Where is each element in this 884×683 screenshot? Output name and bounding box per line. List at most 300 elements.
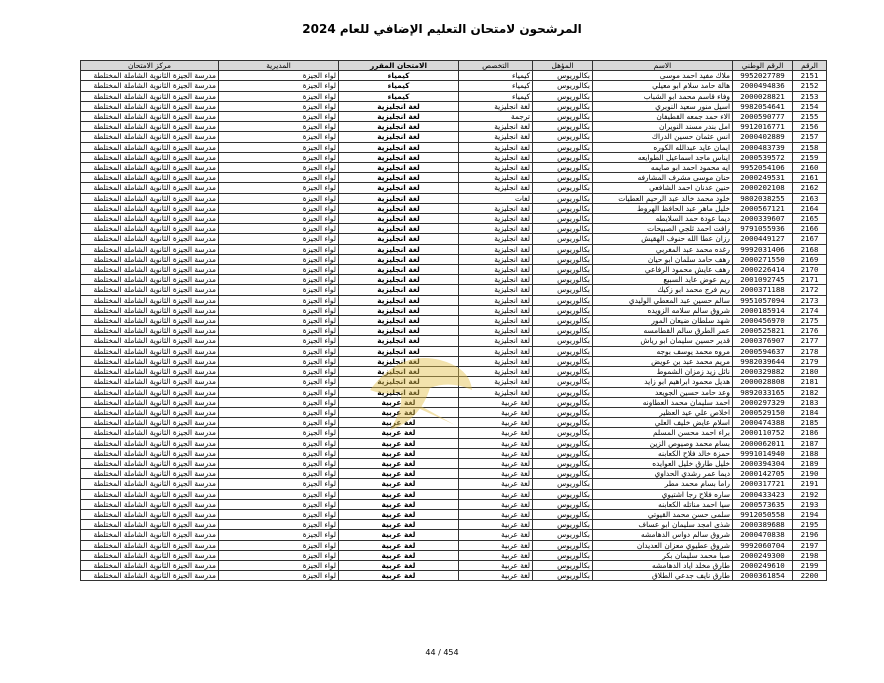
row-national-id: 9982054641 bbox=[733, 101, 793, 111]
row-national-id: 2000567121 bbox=[733, 203, 793, 213]
row-num: 2191 bbox=[793, 479, 827, 489]
row-national-id: 2000297329 bbox=[733, 397, 793, 407]
row-qualification: بكالوريوس bbox=[533, 244, 593, 254]
row-qualification: بكالوريوس bbox=[533, 336, 593, 346]
row-qualification: بكالوريوس bbox=[533, 122, 593, 132]
row-name: نائل زيد زمزان الشموط bbox=[593, 367, 733, 377]
table-row bbox=[81, 101, 827, 111]
table-row bbox=[81, 520, 827, 530]
table-row bbox=[81, 71, 827, 81]
row-center: مدرسة الجيزة الثانوية الشاملة المختلطة bbox=[81, 265, 219, 275]
row-national-id: 2000249531 bbox=[733, 173, 793, 183]
row-center: مدرسة الجيزة الثانوية الشاملة المختلطة bbox=[81, 254, 219, 264]
row-specialization: لغة عربية bbox=[459, 428, 533, 438]
row-directorate: لواء الجيزة bbox=[219, 152, 339, 162]
row-directorate: لواء الجيزة bbox=[219, 224, 339, 234]
row-num: 2155 bbox=[793, 112, 827, 122]
row-exam: لغة انجليزية bbox=[339, 173, 459, 183]
row-num: 2195 bbox=[793, 520, 827, 530]
row-national-id: 9912050558 bbox=[733, 509, 793, 519]
row-center: مدرسة الجيزة الثانوية الشاملة المختلطة bbox=[81, 397, 219, 407]
row-specialization: لغة انجليزية bbox=[459, 305, 533, 315]
row-exam: لغة انجليزية bbox=[339, 346, 459, 356]
row-specialization: لغة انجليزية bbox=[459, 316, 533, 326]
row-center: مدرسة الجيزة الثانوية الشاملة المختلطة bbox=[81, 530, 219, 540]
row-qualification: بكالوريوس bbox=[533, 71, 593, 81]
table-row bbox=[81, 295, 827, 305]
row-directorate: لواء الجيزة bbox=[219, 101, 339, 111]
table-row bbox=[81, 142, 827, 152]
row-num: 2175 bbox=[793, 316, 827, 326]
row-national-id: 2000483739 bbox=[733, 142, 793, 152]
row-directorate: لواء الجيزة bbox=[219, 438, 339, 448]
table-row bbox=[81, 560, 827, 570]
row-name: شروق سالم دواس الدهامشه bbox=[593, 530, 733, 540]
table-row bbox=[81, 367, 827, 377]
table-row bbox=[81, 550, 827, 560]
row-national-id: 2000249300 bbox=[733, 550, 793, 560]
row-directorate: لواء الجيزة bbox=[219, 571, 339, 581]
row-exam: لغة عربية bbox=[339, 550, 459, 560]
row-directorate: لواء الجيزة bbox=[219, 520, 339, 530]
row-exam: لغة انجليزية bbox=[339, 214, 459, 224]
table-row bbox=[81, 458, 827, 468]
row-national-id: 2000185914 bbox=[733, 305, 793, 315]
header-national-id: الرقم الوطني bbox=[733, 61, 793, 71]
row-exam: لغة انجليزية bbox=[339, 295, 459, 305]
row-directorate: لواء الجيزة bbox=[219, 489, 339, 499]
row-qualification: بكالوريوس bbox=[533, 397, 593, 407]
row-center: مدرسة الجيزة الثانوية الشاملة المختلطة bbox=[81, 407, 219, 417]
row-num: 2171 bbox=[793, 275, 827, 285]
row-num: 2194 bbox=[793, 509, 827, 519]
table-row bbox=[81, 377, 827, 387]
row-num: 2151 bbox=[793, 71, 827, 81]
row-exam: لغة انجليزية bbox=[339, 336, 459, 346]
row-directorate: لواء الجيزة bbox=[219, 530, 339, 540]
row-exam: كيمياء bbox=[339, 81, 459, 91]
row-national-id: 2000329882 bbox=[733, 367, 793, 377]
row-directorate: لواء الجيزة bbox=[219, 295, 339, 305]
row-name: صبا محمد سليمان بكر bbox=[593, 550, 733, 560]
row-qualification: بكالوريوس bbox=[533, 367, 593, 377]
table-row bbox=[81, 540, 827, 550]
row-center: مدرسة الجيزة الثانوية الشاملة المختلطة bbox=[81, 326, 219, 336]
row-directorate: لواء الجيزة bbox=[219, 173, 339, 183]
row-specialization: لغة انجليزية bbox=[459, 183, 533, 193]
header-name: الاسم bbox=[593, 61, 733, 71]
row-national-id: 9992060704 bbox=[733, 540, 793, 550]
table-row bbox=[81, 244, 827, 254]
row-num: 2152 bbox=[793, 81, 827, 91]
row-num: 2188 bbox=[793, 448, 827, 458]
row-exam: لغة عربية bbox=[339, 560, 459, 570]
row-national-id: 2000470838 bbox=[733, 530, 793, 540]
row-national-id: 2000402889 bbox=[733, 132, 793, 142]
row-specialization: لغة عربية bbox=[459, 540, 533, 550]
row-name: ايناس ماجد اسماعيل الطوايعه bbox=[593, 152, 733, 162]
row-specialization: لغة انجليزية bbox=[459, 356, 533, 366]
row-qualification: بكالوريوس bbox=[533, 356, 593, 366]
row-num: 2170 bbox=[793, 265, 827, 275]
row-directorate: لواء الجيزة bbox=[219, 265, 339, 275]
table-row bbox=[81, 112, 827, 122]
row-exam: لغة عربية bbox=[339, 458, 459, 468]
row-name: اسيل منور سعيد النوبري bbox=[593, 101, 733, 111]
row-center: مدرسة الجيزة الثانوية الشاملة المختلطة bbox=[81, 295, 219, 305]
row-qualification: بكالوريوس bbox=[533, 346, 593, 356]
row-specialization: لغة انجليزية bbox=[459, 295, 533, 305]
row-national-id: 9982039644 bbox=[733, 356, 793, 366]
row-num: 2167 bbox=[793, 234, 827, 244]
row-national-id: 2000028808 bbox=[733, 377, 793, 387]
row-national-id: 2000590777 bbox=[733, 112, 793, 122]
table-body bbox=[81, 71, 827, 581]
row-name: وفاء قاسم محمد ابو الشباب bbox=[593, 91, 733, 101]
row-center: مدرسة الجيزة الثانوية الشاملة المختلطة bbox=[81, 499, 219, 509]
row-center: مدرسة الجيزة الثانوية الشاملة المختلطة bbox=[81, 560, 219, 570]
row-national-id: 2000474388 bbox=[733, 418, 793, 428]
table-row bbox=[81, 285, 827, 295]
row-specialization: لغة عربية bbox=[459, 469, 533, 479]
row-qualification: بكالوريوس bbox=[533, 234, 593, 244]
row-center: مدرسة الجيزة الثانوية الشاملة المختلطة bbox=[81, 71, 219, 81]
row-exam: لغة انجليزية bbox=[339, 183, 459, 193]
row-specialization: لغة انجليزية bbox=[459, 336, 533, 346]
row-directorate: لواء الجيزة bbox=[219, 448, 339, 458]
row-national-id: 2000317721 bbox=[733, 479, 793, 489]
row-center: مدرسة الجيزة الثانوية الشاملة المختلطة bbox=[81, 438, 219, 448]
row-national-id: 9992031406 bbox=[733, 244, 793, 254]
table-row bbox=[81, 336, 827, 346]
row-center: مدرسة الجيزة الثانوية الشاملة المختلطة bbox=[81, 489, 219, 499]
row-specialization: لغة عربية bbox=[459, 479, 533, 489]
row-name: عمر الطرق سالم القطامسه bbox=[593, 326, 733, 336]
row-qualification: بكالوريوس bbox=[533, 469, 593, 479]
row-name: الاء حمد جمعه القطيفان bbox=[593, 112, 733, 122]
row-qualification: بكالوريوس bbox=[533, 132, 593, 142]
row-national-id: 9802038255 bbox=[733, 193, 793, 203]
row-name: حنان موسى مشرف المشارفه bbox=[593, 173, 733, 183]
row-num: 2162 bbox=[793, 183, 827, 193]
table-row bbox=[81, 122, 827, 132]
header-qualification: المؤهل bbox=[533, 61, 593, 71]
row-name: سالم حسين عبد المعطي الوليدي bbox=[593, 295, 733, 305]
row-qualification: بكالوريوس bbox=[533, 540, 593, 550]
table-row bbox=[81, 183, 827, 193]
row-national-id: 2000142705 bbox=[733, 469, 793, 479]
row-name: ساره فلاح رجا اشتيوي bbox=[593, 489, 733, 499]
row-national-id: 2000028821 bbox=[733, 91, 793, 101]
row-national-id: 2000062011 bbox=[733, 438, 793, 448]
row-directorate: لواء الجيزة bbox=[219, 356, 339, 366]
row-national-id: 2000573635 bbox=[733, 499, 793, 509]
table-row bbox=[81, 203, 827, 213]
row-national-id: 2000110752 bbox=[733, 428, 793, 438]
row-name: رزان عطا الله حنوف الهقيش bbox=[593, 234, 733, 244]
row-specialization: لغات bbox=[459, 193, 533, 203]
row-name: هديل محمود ابراهيم ابو زايد bbox=[593, 377, 733, 387]
row-exam: لغة عربية bbox=[339, 469, 459, 479]
row-directorate: لواء الجيزة bbox=[219, 254, 339, 264]
row-exam: لغة انجليزية bbox=[339, 285, 459, 295]
row-name: رهف حامد سلمان ابو حيان bbox=[593, 254, 733, 264]
row-center: مدرسة الجيزة الثانوية الشاملة المختلطة bbox=[81, 244, 219, 254]
row-exam: لغة انجليزية bbox=[339, 326, 459, 336]
row-name: رغده محمد عبد المغربي bbox=[593, 244, 733, 254]
row-national-id: 2000433423 bbox=[733, 489, 793, 499]
row-directorate: لواء الجيزة bbox=[219, 367, 339, 377]
page-indicator: 44 / 454 bbox=[425, 648, 459, 657]
row-center: مدرسة الجيزة الثانوية الشاملة المختلطة bbox=[81, 275, 219, 285]
row-directorate: لواء الجيزة bbox=[219, 469, 339, 479]
row-national-id: 9791055936 bbox=[733, 224, 793, 234]
row-center: مدرسة الجيزة الثانوية الشاملة المختلطة bbox=[81, 418, 219, 428]
row-num: 2189 bbox=[793, 458, 827, 468]
row-directorate: لواء الجيزة bbox=[219, 479, 339, 489]
row-directorate: لواء الجيزة bbox=[219, 387, 339, 397]
row-qualification: بكالوريوس bbox=[533, 418, 593, 428]
row-specialization: لغة عربية bbox=[459, 520, 533, 530]
row-center: مدرسة الجيزة الثانوية الشاملة المختلطة bbox=[81, 377, 219, 387]
row-specialization: لغة انجليزية bbox=[459, 377, 533, 387]
row-num: 2159 bbox=[793, 152, 827, 162]
row-name: اسلام عايض خليف العلي bbox=[593, 418, 733, 428]
row-specialization: لغة عربية bbox=[459, 407, 533, 417]
row-qualification: بكالوريوس bbox=[533, 448, 593, 458]
row-directorate: لواء الجيزة bbox=[219, 132, 339, 142]
row-exam: لغة انجليزية bbox=[339, 244, 459, 254]
row-directorate: لواء الجيزة bbox=[219, 560, 339, 570]
row-center: مدرسة الجيزة الثانوية الشاملة المختلطة bbox=[81, 479, 219, 489]
row-name: رافت احمد ثلجي الصبيحات bbox=[593, 224, 733, 234]
row-center: مدرسة الجيزة الثانوية الشاملة المختلطة bbox=[81, 520, 219, 530]
row-directorate: لواء الجيزة bbox=[219, 509, 339, 519]
row-num: 2160 bbox=[793, 163, 827, 173]
row-directorate: لواء الجيزة bbox=[219, 377, 339, 387]
row-center: مدرسة الجيزة الثانوية الشاملة المختلطة bbox=[81, 428, 219, 438]
row-exam: لغة عربية bbox=[339, 499, 459, 509]
row-directorate: لواء الجيزة bbox=[219, 163, 339, 173]
row-num: 2166 bbox=[793, 224, 827, 234]
row-qualification: بكالوريوس bbox=[533, 520, 593, 530]
table-row bbox=[81, 571, 827, 581]
row-specialization: لغة عربية bbox=[459, 397, 533, 407]
row-exam: لغة عربية bbox=[339, 428, 459, 438]
row-exam: لغة انجليزية bbox=[339, 305, 459, 315]
row-national-id: 2000271550 bbox=[733, 254, 793, 264]
table-row bbox=[81, 275, 827, 285]
row-specialization: كيمياء bbox=[459, 81, 533, 91]
row-name: طارق مخلد اياد الدهامشه bbox=[593, 560, 733, 570]
row-name: اخلاص علي عيد العظير bbox=[593, 407, 733, 417]
row-national-id: 2000394304 bbox=[733, 458, 793, 468]
row-name: قدير حسين سليمان ابو رياش bbox=[593, 336, 733, 346]
row-qualification: بكالوريوس bbox=[533, 224, 593, 234]
row-specialization: لغة انجليزية bbox=[459, 275, 533, 285]
row-num: 2153 bbox=[793, 91, 827, 101]
row-qualification: بكالوريوس bbox=[533, 326, 593, 336]
row-num: 2196 bbox=[793, 530, 827, 540]
row-exam: لغة انجليزية bbox=[339, 163, 459, 173]
table-row bbox=[81, 193, 827, 203]
row-directorate: لواء الجيزة bbox=[219, 183, 339, 193]
row-exam: لغة انجليزية bbox=[339, 367, 459, 377]
row-qualification: بكالوريوس bbox=[533, 265, 593, 275]
row-num: 2186 bbox=[793, 428, 827, 438]
row-exam: لغة عربية bbox=[339, 489, 459, 499]
row-num: 2154 bbox=[793, 101, 827, 111]
row-num: 2164 bbox=[793, 203, 827, 213]
row-name: مروه محمد يوسف بوجه bbox=[593, 346, 733, 356]
row-center: مدرسة الجيزة الثانوية الشاملة المختلطة bbox=[81, 550, 219, 560]
row-specialization: لغة انجليزية bbox=[459, 214, 533, 224]
row-name: شهد سلطان ضيعان المور bbox=[593, 316, 733, 326]
row-specialization: لغة انجليزية bbox=[459, 254, 533, 264]
row-name: ايه محمود احمد ابو صايمه bbox=[593, 163, 733, 173]
table-row bbox=[81, 234, 827, 244]
row-center: مدرسة الجيزة الثانوية الشاملة المختلطة bbox=[81, 234, 219, 244]
row-specialization: لغة عربية bbox=[459, 489, 533, 499]
row-national-id: 2000376907 bbox=[733, 336, 793, 346]
row-directorate: لواء الجيزة bbox=[219, 346, 339, 356]
row-name: شروق عطيوي معزان العديدان bbox=[593, 540, 733, 550]
row-name: رهف عايش محمود الرفاعي bbox=[593, 265, 733, 275]
row-exam: لغة انجليزية bbox=[339, 101, 459, 111]
page-title: المرشحون لامتحان التعليم الإضافي للعام 2024 bbox=[302, 22, 582, 36]
header-center: مركز الامتحان bbox=[81, 61, 219, 71]
row-specialization: لغة عربية bbox=[459, 509, 533, 519]
table-row bbox=[81, 152, 827, 162]
row-specialization: لغة انجليزية bbox=[459, 132, 533, 142]
row-specialization: لغة عربية bbox=[459, 438, 533, 448]
row-num: 2192 bbox=[793, 489, 827, 499]
row-specialization: لغة عربية bbox=[459, 530, 533, 540]
row-directorate: لواء الجيزة bbox=[219, 305, 339, 315]
table-row bbox=[81, 305, 827, 315]
row-national-id: 2000456970 bbox=[733, 316, 793, 326]
row-specialization: لغة انجليزية bbox=[459, 203, 533, 213]
row-specialization: لغة انجليزية bbox=[459, 346, 533, 356]
row-exam: لغة انجليزية bbox=[339, 224, 459, 234]
row-exam: لغة عربية bbox=[339, 571, 459, 581]
row-qualification: بكالوريوس bbox=[533, 305, 593, 315]
row-qualification: بكالوريوس bbox=[533, 275, 593, 285]
row-num: 2161 bbox=[793, 173, 827, 183]
row-name: ريم عوض عايد السبيع bbox=[593, 275, 733, 285]
row-num: 2183 bbox=[793, 397, 827, 407]
row-exam: لغة انجليزية bbox=[339, 152, 459, 162]
row-directorate: لواء الجيزة bbox=[219, 418, 339, 428]
row-directorate: لواء الجيزة bbox=[219, 234, 339, 244]
row-num: 2157 bbox=[793, 132, 827, 142]
row-center: مدرسة الجيزة الثانوية الشاملة المختلطة bbox=[81, 285, 219, 295]
row-center: مدرسة الجيزة الثانوية الشاملة المختلطة bbox=[81, 203, 219, 213]
row-specialization: لغة عربية bbox=[459, 499, 533, 509]
row-specialization: لغة انجليزية bbox=[459, 152, 533, 162]
row-num: 2169 bbox=[793, 254, 827, 264]
row-qualification: بكالوريوس bbox=[533, 101, 593, 111]
row-center: مدرسة الجيزة الثانوية الشاملة المختلطة bbox=[81, 356, 219, 366]
row-name: ديما عودة حمد السلايطه bbox=[593, 214, 733, 224]
row-national-id: 9912016771 bbox=[733, 122, 793, 132]
row-num: 2193 bbox=[793, 499, 827, 509]
row-num: 2187 bbox=[793, 438, 827, 448]
row-national-id: 2000529150 bbox=[733, 407, 793, 417]
table-row bbox=[81, 81, 827, 91]
row-specialization: لغة انجليزية bbox=[459, 101, 533, 111]
row-national-id: 2000226414 bbox=[733, 265, 793, 275]
row-directorate: لواء الجيزة bbox=[219, 142, 339, 152]
row-name: شذى امجد سليمان ابو عساف bbox=[593, 520, 733, 530]
row-center: مدرسة الجيزة الثانوية الشاملة المختلطة bbox=[81, 469, 219, 479]
row-directorate: لواء الجيزة bbox=[219, 203, 339, 213]
table-row bbox=[81, 397, 827, 407]
row-name: براء احمد محسن المسلم bbox=[593, 428, 733, 438]
row-exam: لغة عربية bbox=[339, 407, 459, 417]
table-row bbox=[81, 499, 827, 509]
table-row bbox=[81, 418, 827, 428]
row-qualification: بكالوريوس bbox=[533, 316, 593, 326]
row-directorate: لواء الجيزة bbox=[219, 336, 339, 346]
row-specialization: لغة انجليزية bbox=[459, 285, 533, 295]
header-exam: الامتحان المقرر bbox=[339, 61, 459, 71]
table-row bbox=[81, 214, 827, 224]
row-national-id: 2000539572 bbox=[733, 152, 793, 162]
table-row bbox=[81, 509, 827, 519]
row-num: 2179 bbox=[793, 356, 827, 366]
row-specialization: لغة عربية bbox=[459, 418, 533, 428]
row-national-id: 2000361854 bbox=[733, 571, 793, 581]
table-row bbox=[81, 132, 827, 142]
row-num: 2198 bbox=[793, 550, 827, 560]
row-qualification: بكالوريوس bbox=[533, 530, 593, 540]
row-national-id: 9952027789 bbox=[733, 71, 793, 81]
row-center: مدرسة الجيزة الثانوية الشاملة المختلطة bbox=[81, 346, 219, 356]
row-national-id: 2000449127 bbox=[733, 234, 793, 244]
row-national-id: 2000594637 bbox=[733, 346, 793, 356]
row-specialization: لغة عربية bbox=[459, 571, 533, 581]
row-directorate: لواء الجيزة bbox=[219, 407, 339, 417]
row-name: حنين عدنان احمد الشافعي bbox=[593, 183, 733, 193]
row-directorate: لواء الجيزة bbox=[219, 275, 339, 285]
row-exam: لغة انجليزية bbox=[339, 234, 459, 244]
table-row bbox=[81, 346, 827, 356]
row-directorate: لواء الجيزة bbox=[219, 316, 339, 326]
row-num: 2156 bbox=[793, 122, 827, 132]
table-row bbox=[81, 387, 827, 397]
row-exam: لغة انجليزية bbox=[339, 265, 459, 275]
row-num: 2181 bbox=[793, 377, 827, 387]
row-qualification: بكالوريوس bbox=[533, 377, 593, 387]
row-center: مدرسة الجيزة الثانوية الشاملة المختلطة bbox=[81, 142, 219, 152]
row-directorate: لواء الجيزة bbox=[219, 122, 339, 132]
row-qualification: بكالوريوس bbox=[533, 163, 593, 173]
row-national-id: 9952054106 bbox=[733, 163, 793, 173]
row-qualification: بكالوريوس bbox=[533, 285, 593, 295]
row-num: 2200 bbox=[793, 571, 827, 581]
table-row bbox=[81, 469, 827, 479]
candidates-table bbox=[80, 60, 827, 581]
row-exam: لغة عربية bbox=[339, 530, 459, 540]
row-num: 2177 bbox=[793, 336, 827, 346]
row-name: طارق نايف جدعي الطلاق bbox=[593, 571, 733, 581]
row-num: 2199 bbox=[793, 560, 827, 570]
table-row bbox=[81, 407, 827, 417]
header-specialization: التخصص bbox=[459, 61, 533, 71]
row-num: 2197 bbox=[793, 540, 827, 550]
row-center: مدرسة الجيزة الثانوية الشاملة المختلطة bbox=[81, 122, 219, 132]
